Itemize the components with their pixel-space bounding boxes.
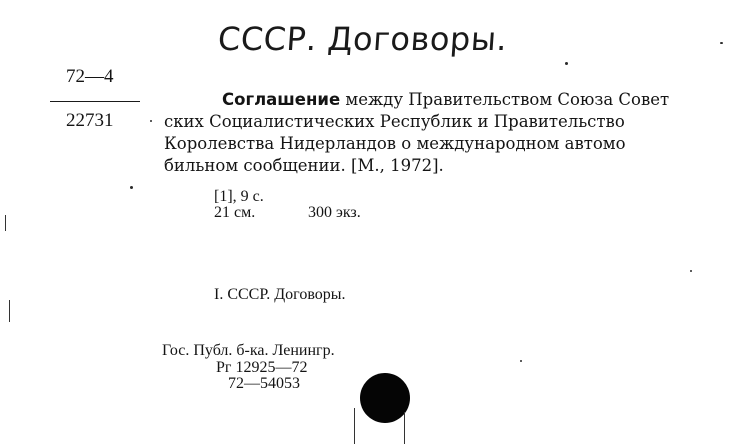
ink-speck bbox=[150, 120, 152, 122]
ink-speck bbox=[690, 270, 692, 272]
ink-speck bbox=[520, 360, 522, 362]
collation-copies: 300 экз. bbox=[308, 204, 361, 221]
library-number-2: 72—54053 bbox=[228, 375, 300, 392]
library-number-1: Рг 12925—72 bbox=[216, 359, 308, 376]
ink-speck bbox=[565, 62, 568, 65]
scan-mark bbox=[5, 215, 6, 231]
collation-pages: [1], 9 с. bbox=[214, 188, 264, 205]
subject-heading: I. СССР. Договоры. bbox=[214, 286, 346, 303]
call-number-divider bbox=[50, 101, 140, 102]
ink-speck bbox=[130, 186, 133, 189]
ink-speck bbox=[720, 42, 723, 44]
scan-mark bbox=[9, 300, 10, 322]
entry-lead-title: Соглашение bbox=[222, 90, 341, 109]
entry-line-2: ских Социалистических Республик и Правительство bbox=[164, 112, 625, 131]
call-number-bottom: 22731 bbox=[66, 110, 114, 131]
entry-line-3: Королевства Нидерландов о международном автомо bbox=[164, 134, 626, 153]
call-number-top: 72—4 bbox=[66, 66, 114, 87]
entry-line-1 bbox=[222, 89, 669, 112]
collation-size: 21 см. bbox=[214, 204, 256, 221]
ink-blot bbox=[360, 373, 410, 423]
library-name: Гос. Публ. б-ка. Ленингр. bbox=[162, 342, 335, 359]
entry-line-1-text: между Правительством Союза Совет bbox=[345, 90, 670, 109]
scan-mark bbox=[354, 408, 355, 444]
entry-line-4: бильном сообщении. [М., 1972]. bbox=[164, 156, 444, 175]
scan-mark bbox=[404, 412, 405, 444]
handwritten-heading: СССР. Договоры. bbox=[216, 20, 509, 58]
